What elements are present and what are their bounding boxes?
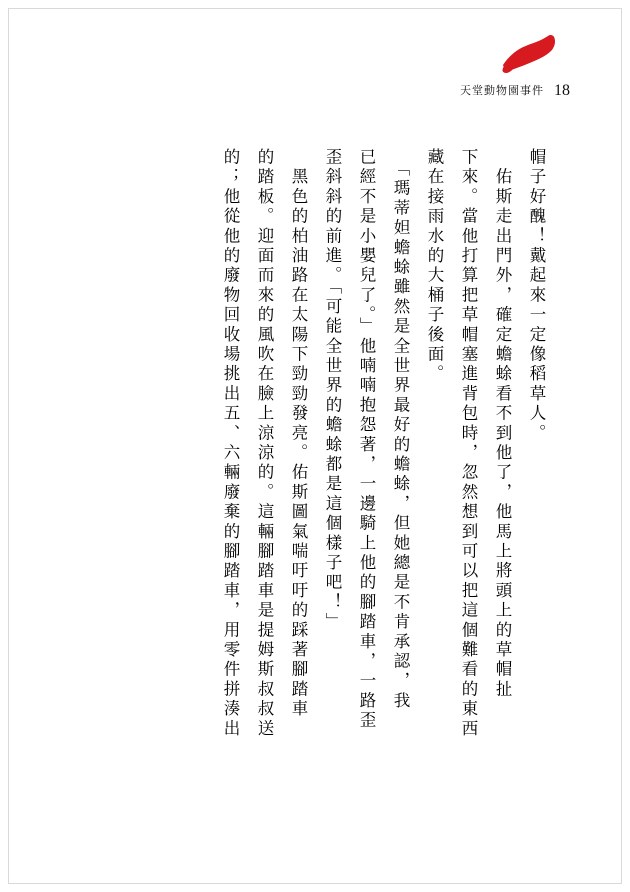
text-column: 下來。當他打算把草帽塞進背包時，忽然想到可以把這個難看的東西 — [459, 148, 478, 739]
text-column: 的踏板。迎面而來的風吹在臉上涼涼的。這輛腳踏車是提姆斯叔叔送 — [255, 148, 274, 739]
vertical-text-body — [86, 148, 544, 808]
page-header — [460, 40, 570, 100]
book-title: 天堂動物園事件 — [460, 85, 544, 97]
text-column: 歪斜斜的前進。「可能全世界的蟾蜍都是這個樣子吧！」 — [323, 148, 342, 633]
text-column: 「瑪蒂妲蟾蜍雖然是全世界最好的蟾蜍，但她總是不肯承認，我 — [391, 148, 410, 712]
text-column: 佑斯走出門外，確定蟾蜍看不到他了，他馬上將頭上的草帽扯 — [493, 148, 512, 700]
page-number: 18 — [554, 82, 570, 99]
text-column: 的；他從他的廢物回收場挑出五、六輛廢棄的腳踏車，用零件拼湊出 — [221, 148, 240, 739]
text-column: 黑色的柏油路在太陽下勁勁發亮。佑斯圖氣喘吁吁的踩著腳踏車 — [289, 148, 308, 720]
text-column: 已經不是小嬰兒了。」他喃喃抱怨著，一邊騎上他的腳踏車，一路歪 — [357, 148, 376, 731]
text-column: 藏在接雨水的大桶子後面。 — [425, 148, 444, 385]
text-column: 帽子好醜！戴起來一定像稻草人。 — [527, 148, 546, 444]
